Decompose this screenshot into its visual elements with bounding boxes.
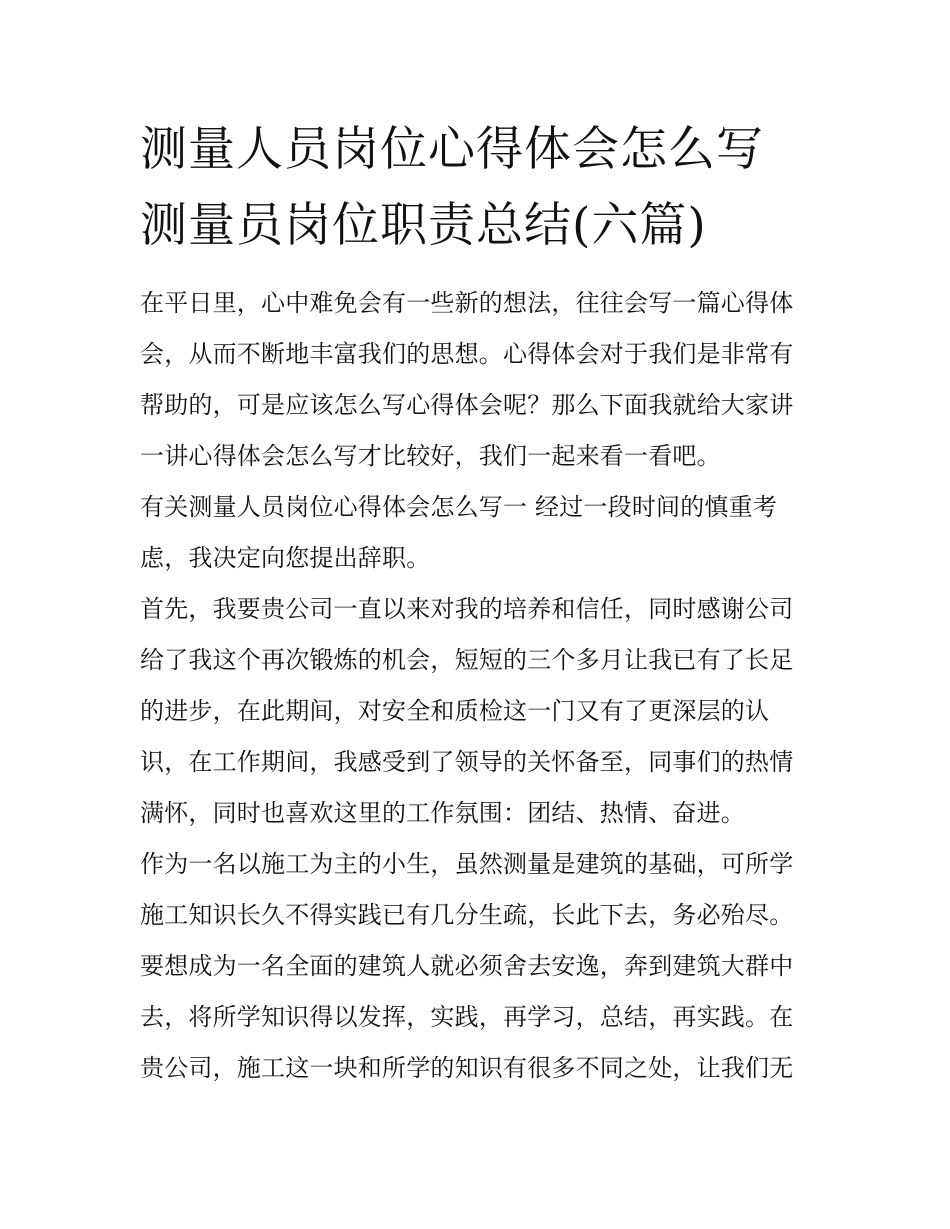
body-line: 的进步，在此期间，对安全和质检这一门又有了更深层的认 <box>140 697 770 725</box>
body-line: 贵公司，施工这一块和所学的知识有很多不同之处，让我们无 <box>140 1054 794 1082</box>
title-line-1: 测量人员岗位心得体会怎么写 <box>140 122 764 177</box>
body-line: 在平日里，心中难免会有一些新的想法，往往会写一篇心得体 <box>140 289 794 317</box>
document-title <box>140 112 840 264</box>
body-line: 会，从而不断地丰富我们的思想。心得体会对于我们是非常有 <box>140 340 794 368</box>
body-line: 施工知识长久不得实践已有几分生疏，长此下去，务必殆尽。 <box>140 901 794 929</box>
body-line: 一讲心得体会怎么写才比较好，我们一起来看一看吧。 <box>140 442 721 470</box>
body-line: 作为一名以施工为主的小生，虽然测量是建筑的基础，可所学 <box>140 850 794 878</box>
body-line: 去，将所学知识得以发挥，实践，再学习，总结，再实践。在 <box>140 1003 794 1031</box>
title-line-2: 测量员岗位职责总结(六篇) <box>140 198 707 253</box>
body-line: 满怀，同时也喜欢这里的工作氛围：团结、热情、奋进。 <box>140 799 745 827</box>
body-line: 识，在工作期间，我感受到了领导的关怀备至，同事们的热情 <box>140 748 794 776</box>
body-line: 给了我这个再次锻炼的机会，短短的三个多月让我已有了长足 <box>140 646 794 674</box>
body-line: 首先，我要贵公司一直以来对我的培养和信任，同时感谢公司 <box>140 595 794 623</box>
document-body <box>140 278 820 1094</box>
body-line: 有关测量人员岗位心得体会怎么写一 经过一段时间的慎重考 <box>140 493 778 521</box>
body-line: 帮助的，可是应该怎么写心得体会呢？那么下面我就给大家讲 <box>140 391 794 419</box>
body-line: 虑，我决定向您提出辞职。 <box>140 544 431 572</box>
body-line: 要想成为一名全面的建筑人就必须舍去安逸，奔到建筑大群中 <box>140 952 794 980</box>
